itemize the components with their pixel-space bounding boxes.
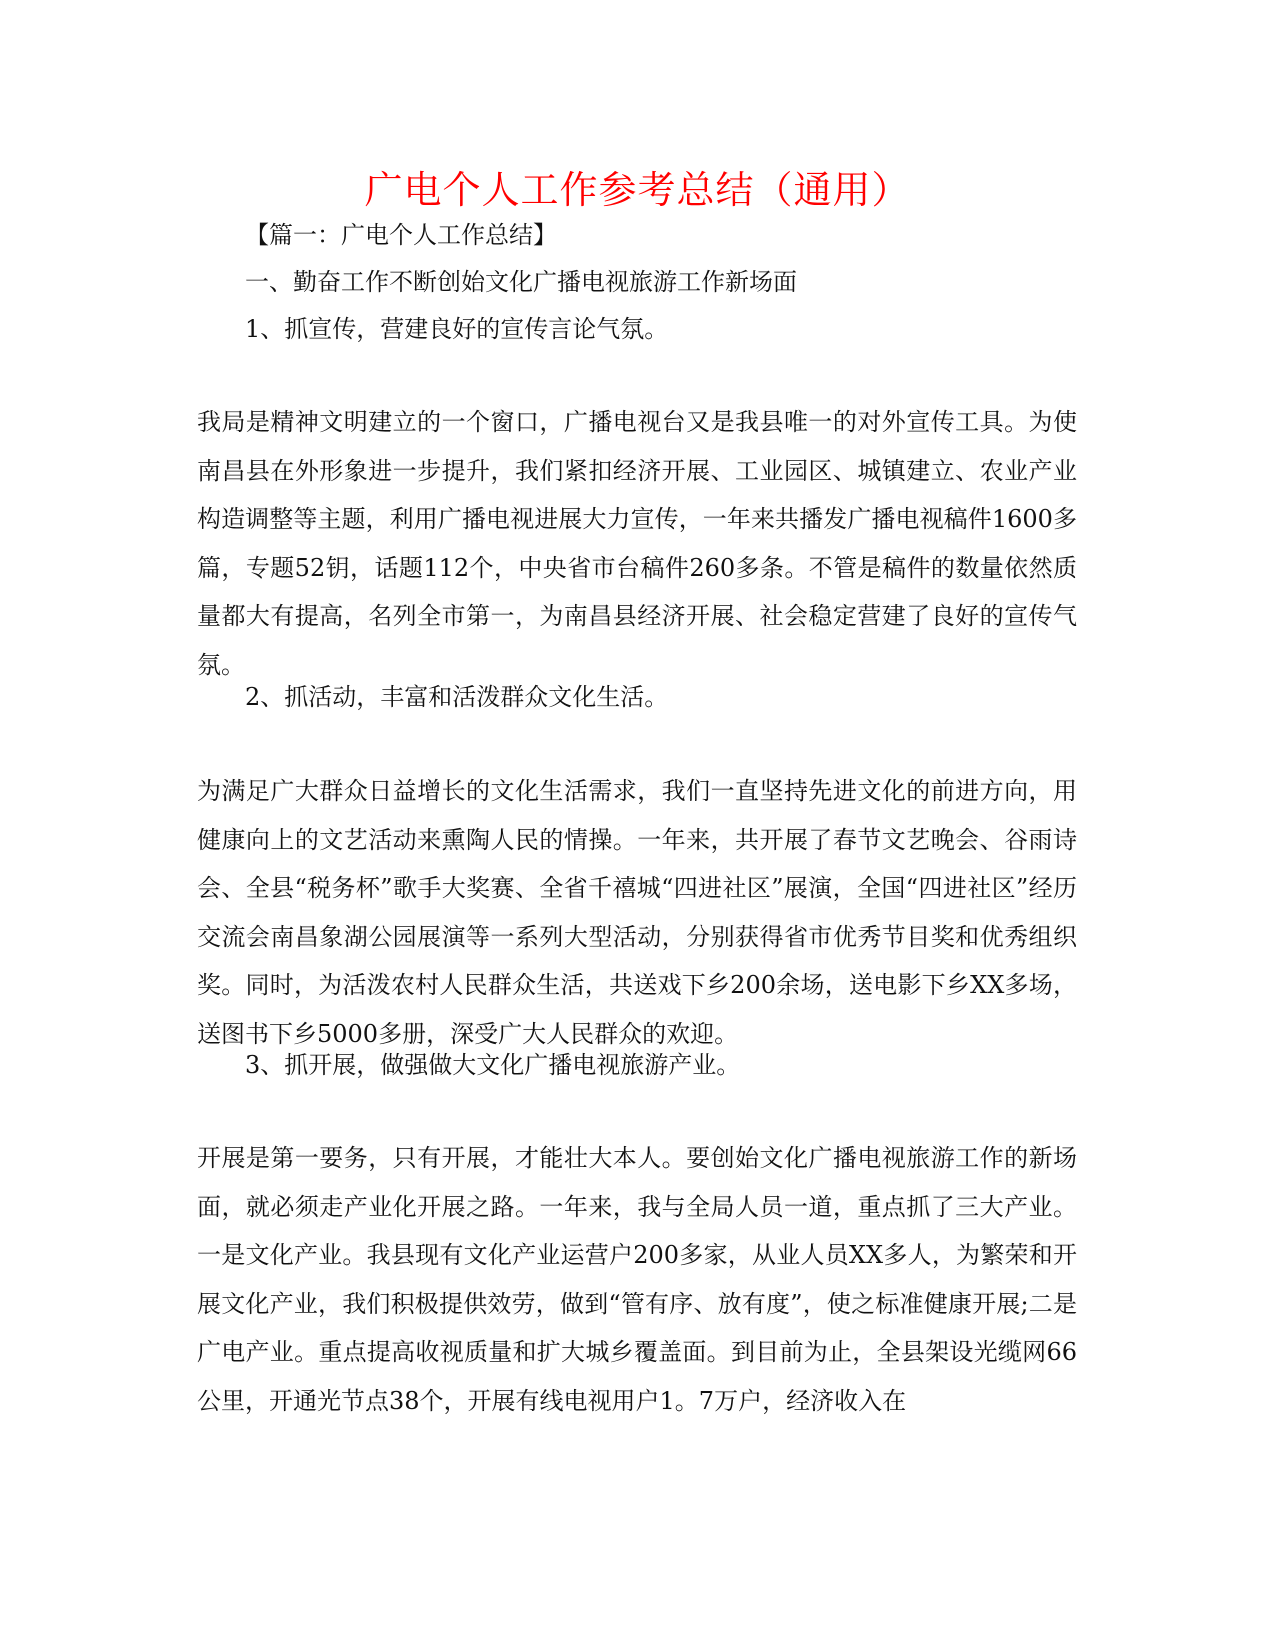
item2-paragraph: 为满足广大群众日益增长的文化生活需求，我们一直坚持先进文化的前进方向，用健康向上的文艺活动来熏陶人民的情操。一年来，共开展了春节文艺晚会、谷雨诗会、全县“税务杯”歌手大奖赛、全省千禧城“四进社区”展演，全国“四进社区”经历交流会南昌象湖公园展演等一系列大型活动，分别获得省市优秀节目奖和优秀组织奖。同时，为活泼农村人民群众生活，共送戏下乡200余场，送电影下乡XX多场，送图书下乡5000多册，深受广大人民群众的欢迎。	[197, 777, 1077, 1048]
document-title: 广电个人工作参考总结（通用）	[364, 168, 911, 212]
item1-paragraph: 我局是精神文明建立的一个窗口，广播电视台又是我县唯一的对外宣传工具。为使南昌县在外形象进一步提升，我们紧扣经济开展、工业园区、城镇建立、农业产业构造调整等主题，利用广播电视进展大力宣传，一年来共播发广播电视稿件1600多篇，专题52钥，话题112个，中央省市台稿件260多条。不管是稿件的数量依然质量都大有提高，名列全市第一，为南昌县经济开展、社会稳定营建了良好的宣传气氛。	[197, 408, 1077, 679]
section-heading: 【篇一：广电个人工作总结】	[245, 221, 557, 249]
item2-heading: 2、抓活动，丰富和活泼群众文化生活。	[245, 683, 669, 711]
item3-paragraph: 开展是第一要务，只有开展，才能壮大本人。要创始文化广播电视旅游工作的新场面，就必须走产业化开展之路。一年来，我与全局人员一道，重点抓了三大产业。一是文化产业。我县现有文化产业运营户200多家，从业人员XX多人，为繁荣和开展文化产业，我们积极提供效劳，做到“管有序、放有度”，使之标准健康开展;二是广电产业。重点提高收视质量和扩大城乡覆盖面。到目前为止，全县架设光缆网66公里，开通光节点38个，开展有线电视用户1。7万户，经济收入在	[197, 1144, 1077, 1415]
item3-heading: 3、抓开展，做强做大文化广播电视旅游产业。	[245, 1051, 741, 1079]
part-heading: 一、勤奋工作不断创始文化广播电视旅游工作新场面	[245, 268, 797, 296]
item1-heading: 1、抓宣传，营建良好的宣传言论气氛。	[245, 315, 669, 343]
